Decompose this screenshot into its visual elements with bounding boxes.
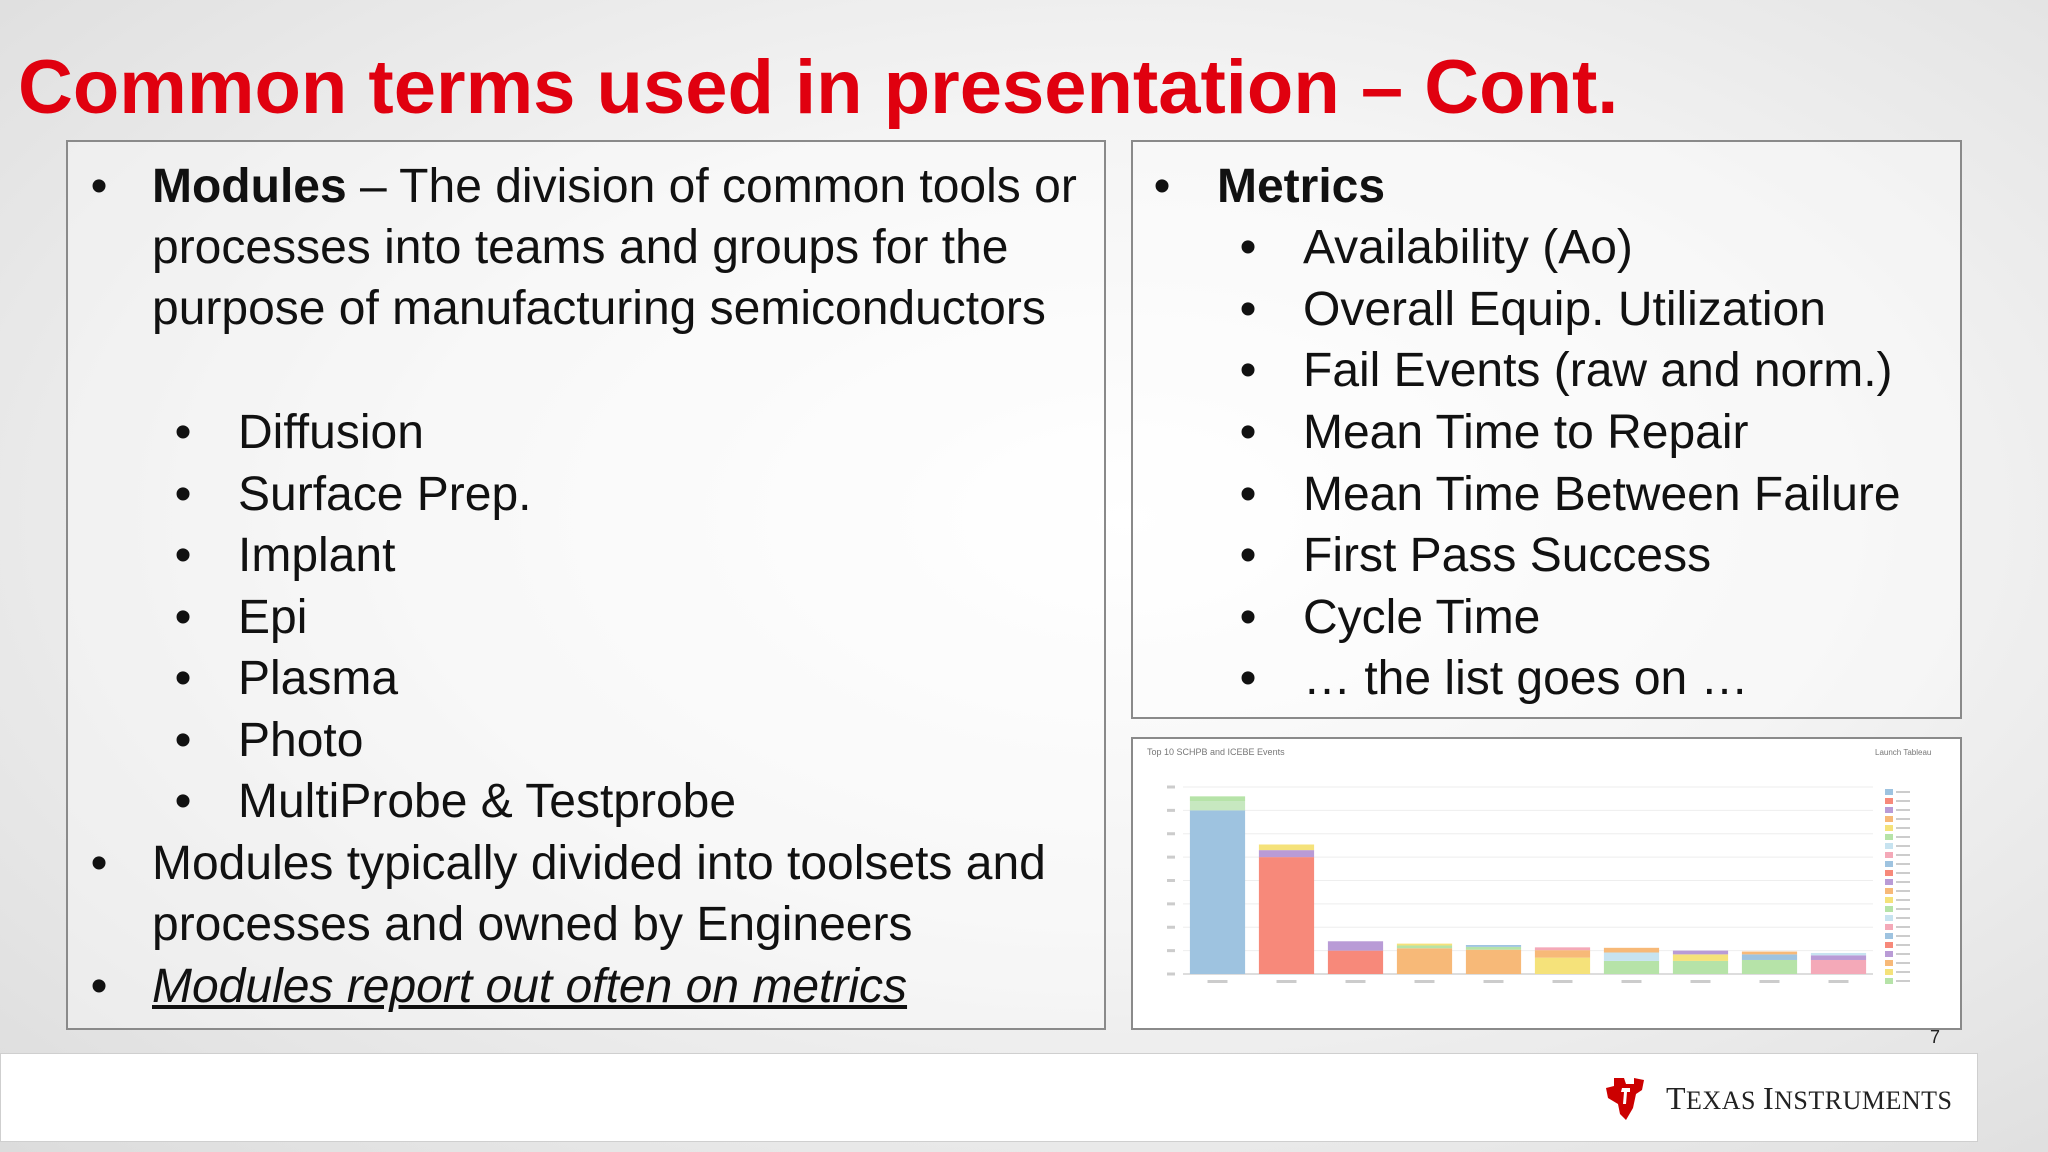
metric-name: Overall Equip. Utilization (1303, 283, 1826, 336)
module-name: Implant (238, 529, 396, 582)
chart-legend-label (1896, 791, 1910, 793)
chart-bar-segment (1466, 947, 1521, 950)
chart-x-tick-label (1415, 980, 1435, 983)
chart-title: Top 10 SCHPB and ICEBE Events (1147, 747, 1285, 757)
ti-logo-icon (1600, 1074, 1650, 1124)
chart-bar-segment (1397, 945, 1452, 948)
bullet: • (174, 529, 192, 582)
metric-name: Fail Events (raw and norm.) (1303, 344, 1893, 397)
chart-x-tick-label (1484, 980, 1504, 983)
chart-bar-segment (1190, 801, 1245, 810)
chart-legend-swatch (1885, 924, 1893, 930)
chart-bar-segment (1811, 960, 1866, 974)
chart-bar-segment (1397, 944, 1452, 946)
chart-x-tick-label (1277, 980, 1297, 983)
bullet: • (90, 960, 108, 1013)
chart-y-tick (1167, 832, 1175, 835)
chart-legend-label (1896, 872, 1910, 874)
chart-bar-segment (1259, 845, 1314, 851)
bullet: • (174, 591, 192, 644)
chart-legend-label (1896, 890, 1910, 892)
chart-legend-swatch (1885, 969, 1893, 975)
bullet: • (1239, 529, 1257, 582)
chart-legend-label (1896, 836, 1910, 838)
chart-legend-swatch (1885, 834, 1893, 840)
chart-bar-segment (1673, 961, 1728, 974)
chart-y-tick (1167, 949, 1175, 952)
metric-name: Availability (Ao) (1303, 221, 1633, 274)
chart-legend-swatch (1885, 870, 1893, 876)
chart-legend-swatch (1885, 933, 1893, 939)
chart-x-tick-label (1691, 980, 1711, 983)
modules-metrics-text: Modules report out often on metrics (152, 960, 908, 1013)
chart-bar-segment (1535, 947, 1590, 950)
modules-term: Modules (152, 160, 347, 213)
chart-bar-segment (1673, 951, 1728, 955)
chart-bar-segment (1742, 954, 1797, 960)
chart-legend-label (1896, 980, 1910, 982)
metrics-chart-thumbnail (1131, 737, 1962, 1030)
slide-title: Common terms used in presentation – Cont. (18, 45, 1619, 130)
metric-name: Cycle Time (1303, 591, 1541, 644)
chart-legend-label (1896, 944, 1910, 946)
chart-legend-swatch (1885, 951, 1893, 957)
chart-bar-segment (1190, 810, 1245, 974)
chart-legend-label (1896, 917, 1910, 919)
module-name: Photo (238, 714, 364, 767)
chart-legend-swatch (1885, 960, 1893, 966)
chart-bar-segment (1742, 952, 1797, 955)
logo-wordmark: TEXAS INSTRUMENTS (1666, 1080, 1953, 1116)
chart-legend-swatch (1885, 843, 1893, 849)
chart-x-tick-label (1553, 980, 1573, 983)
metric-name: Mean Time to Repair (1303, 406, 1749, 459)
chart-bar-segment (1535, 950, 1590, 957)
chart-legend-label (1896, 863, 1910, 865)
chart-bars (1190, 796, 1866, 983)
bullet: • (1239, 591, 1257, 644)
module-name: Plasma (238, 652, 399, 705)
chart-legend-swatch (1885, 915, 1893, 921)
chart-x-tick-label (1829, 980, 1849, 983)
chart-legend-label (1896, 935, 1910, 937)
chart-bar-segment (1604, 948, 1659, 953)
chart-legend-label (1896, 962, 1910, 964)
chart-legend-label (1896, 899, 1910, 901)
bullet: • (90, 160, 108, 213)
chart-legend-swatch (1885, 906, 1893, 912)
chart-bar-segment (1397, 948, 1452, 974)
chart-legend-swatch (1885, 825, 1893, 831)
module-name: Surface Prep. (238, 468, 532, 521)
chart-y-tick (1167, 973, 1175, 976)
chart-link[interactable]: Launch Tableau (1875, 748, 1932, 757)
chart-legend-swatch (1885, 816, 1893, 822)
chart-x-tick-label (1760, 980, 1780, 983)
metric-name: … the list goes on … (1303, 652, 1749, 705)
metrics-panel (1131, 140, 1962, 719)
chart-bar-segment (1811, 955, 1866, 960)
chart-bar-segment (1190, 796, 1245, 801)
chart-legend-swatch (1885, 798, 1893, 804)
chart-x-tick-label (1346, 980, 1366, 983)
chart-bar-segment (1604, 961, 1659, 974)
bullet: • (1239, 406, 1257, 459)
chart-legend-swatch (1885, 852, 1893, 858)
bullet: • (1239, 221, 1257, 274)
chart-legend-swatch (1885, 807, 1893, 813)
chart-legend (1885, 789, 1910, 984)
chart-bar-segment (1604, 952, 1659, 960)
stacked-bar-chart (1133, 739, 1960, 1028)
chart-bar-segment (1259, 850, 1314, 857)
chart-bar-segment (1811, 953, 1866, 955)
chart-legend-swatch (1885, 888, 1893, 894)
module-name: MultiProbe & Testprobe (238, 775, 737, 828)
chart-bar-segment (1742, 960, 1797, 974)
chart-bar-segment (1673, 954, 1728, 961)
chart-bar-segment (1328, 941, 1383, 950)
bullet: • (90, 837, 108, 890)
chart-y-tick (1167, 926, 1175, 929)
chart-bar-segment (1535, 958, 1590, 974)
chart-y-tick (1167, 879, 1175, 882)
modules-panel (66, 140, 1106, 1030)
chart-y-tick (1167, 902, 1175, 905)
bullet: • (1239, 344, 1257, 397)
chart-legend-label (1896, 926, 1910, 928)
modules-definition: – The division of common tools or processes into teams and groups for the purpose of manufacturing semiconductors (152, 160, 1077, 335)
bullet: • (174, 406, 192, 459)
chart-y-tick (1167, 786, 1175, 789)
chart-legend-swatch (1885, 942, 1893, 948)
bullet: • (174, 714, 192, 767)
chart-legend-label (1896, 881, 1910, 883)
chart-bar-segment (1466, 950, 1521, 974)
bullet: • (174, 775, 192, 828)
chart-legend-swatch (1885, 897, 1893, 903)
texas-instruments-logo (1600, 1074, 1960, 1124)
chart-legend-label (1896, 827, 1910, 829)
chart-legend-swatch (1885, 789, 1893, 795)
bullet: • (1239, 283, 1257, 336)
bullet: • (174, 652, 192, 705)
chart-legend-swatch (1885, 879, 1893, 885)
bullet: • (174, 468, 192, 521)
chart-legend-label (1896, 953, 1910, 955)
module-name: Diffusion (238, 406, 424, 459)
chart-legend-label (1896, 845, 1910, 847)
chart-bar-segment (1466, 945, 1521, 947)
bullet: • (1153, 160, 1171, 213)
chart-y-tick (1167, 809, 1175, 812)
metric-name: Mean Time Between Failure (1303, 468, 1901, 521)
chart-bar-segment (1328, 951, 1383, 974)
chart-x-tick-label (1622, 980, 1642, 983)
page-number: 7 (1930, 1027, 1941, 1047)
chart-x-tick-label (1208, 980, 1228, 983)
chart-bar-segment (1259, 857, 1314, 974)
bullet: • (1239, 468, 1257, 521)
chart-legend-swatch (1885, 978, 1893, 984)
chart-y-tick (1167, 856, 1175, 859)
metric-name: First Pass Success (1303, 529, 1712, 582)
chart-legend-swatch (1885, 861, 1893, 867)
module-name: Epi (238, 591, 308, 644)
modules-ownership-text: Modules typically divided into toolsets and processes and owned by Engineers (152, 837, 1046, 951)
chart-legend-label (1896, 854, 1910, 856)
chart-legend-label (1896, 818, 1910, 820)
chart-legend-label (1896, 971, 1910, 973)
chart-legend-label (1896, 908, 1910, 910)
chart-legend-label (1896, 809, 1910, 811)
metrics-heading: Metrics (1217, 160, 1386, 213)
chart-legend-label (1896, 800, 1910, 802)
bullet: • (1239, 652, 1257, 705)
